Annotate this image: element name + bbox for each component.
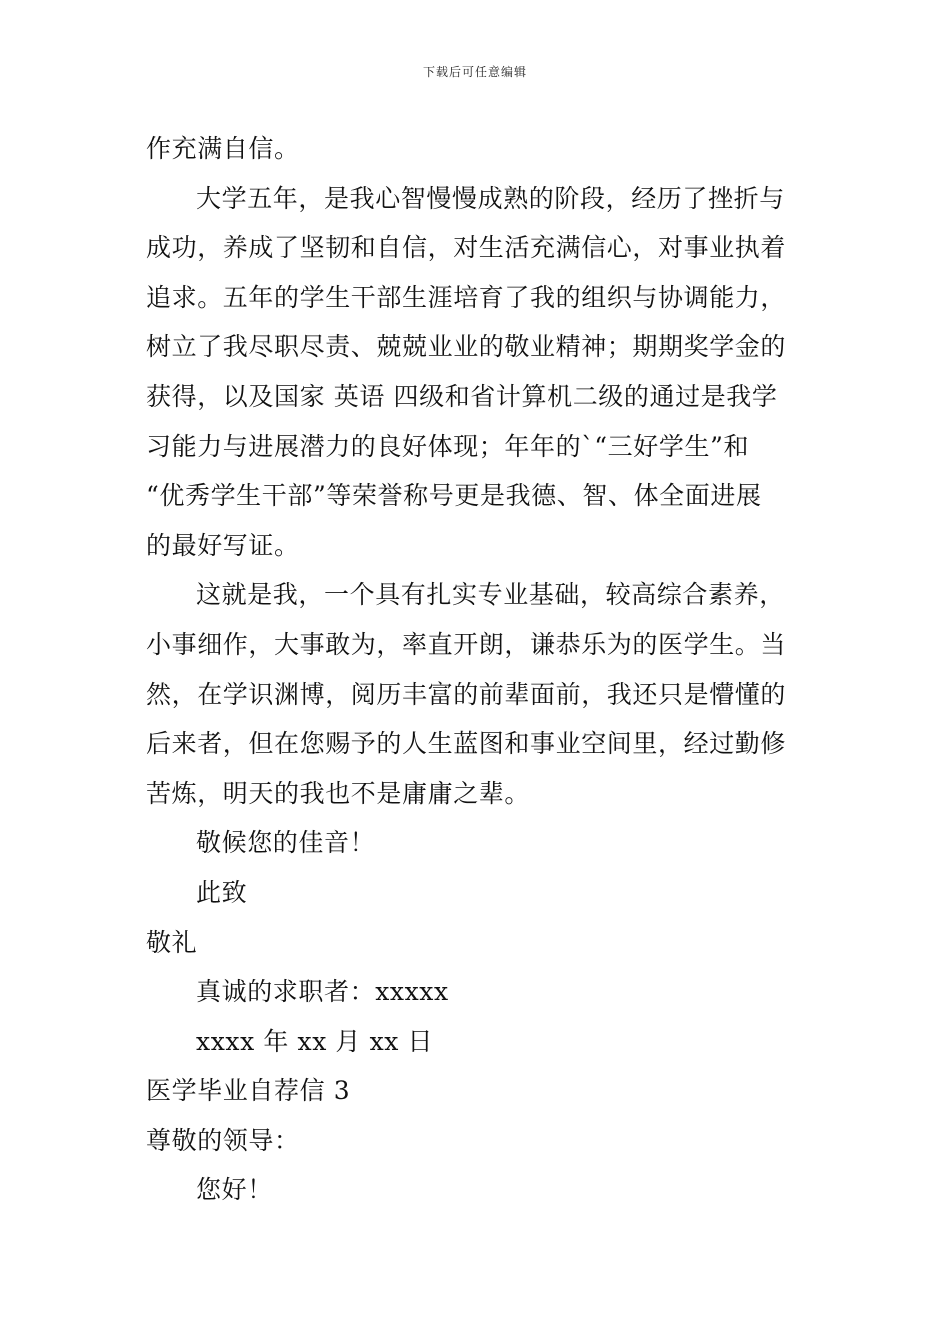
text-line: 作充满自信。 (146, 134, 300, 163)
text-line: 苦炼，明天的我也不是庸庸之辈。 (146, 778, 531, 808)
text-line: 真诚的求职者：xxxxx (196, 977, 449, 1007)
text-line: 此致 (196, 877, 248, 907)
text-line: 尊敬的领导： (146, 1125, 300, 1155)
text-line: 后来者，但在您赐予的人生蓝图和事业空间里，经过勤修 (146, 729, 787, 759)
text-line: 大学五年，是我心智慢慢成熟的阶段，经历了挫折与 (196, 183, 785, 213)
text-line: 您好！ (196, 1175, 273, 1205)
text-line: “优秀学生干部”等荣誉称号更是我德、智、体全面进展 (146, 481, 762, 511)
text-line: 敬候您的佳音！ (196, 828, 376, 858)
text-line: 这就是我，一个具有扎实专业基础，较高综合素养， (196, 580, 785, 610)
text-line: 获得，以及国家 英语 四级和省计算机二级的通过是我学 (146, 381, 778, 411)
text-line: 的最好写证。 (146, 530, 300, 560)
text-line: 追求。五年的学生干部生涯培育了我的组织与协调能力， (146, 282, 787, 312)
text-line: 小事细作，大事敢为，率直开朗，谦恭乐为的医学生。当 (146, 629, 787, 659)
text-line: 习能力与进展潜力的良好体现；年年的`“三好学生”和 (146, 431, 750, 461)
document-body (146, 124, 808, 1215)
text-line: xxxx 年 xx 月 xx 日 (196, 1026, 434, 1056)
text-line: 敬礼 (146, 927, 198, 957)
text-line: 然，在学识渊博，阅历丰富的前辈面前，我还只是懵懂的 (146, 679, 787, 709)
text-line: 医学毕业自荐信 3 (146, 1076, 351, 1106)
text-line: 树立了我尽职尽责、兢兢业业的敬业精神；期期奖学金的 (146, 332, 787, 362)
text-line: 成功，养成了坚韧和自信，对生活充满信心，对事业执着 (146, 233, 787, 263)
page-header: 下载后可任意编辑 (422, 65, 527, 79)
